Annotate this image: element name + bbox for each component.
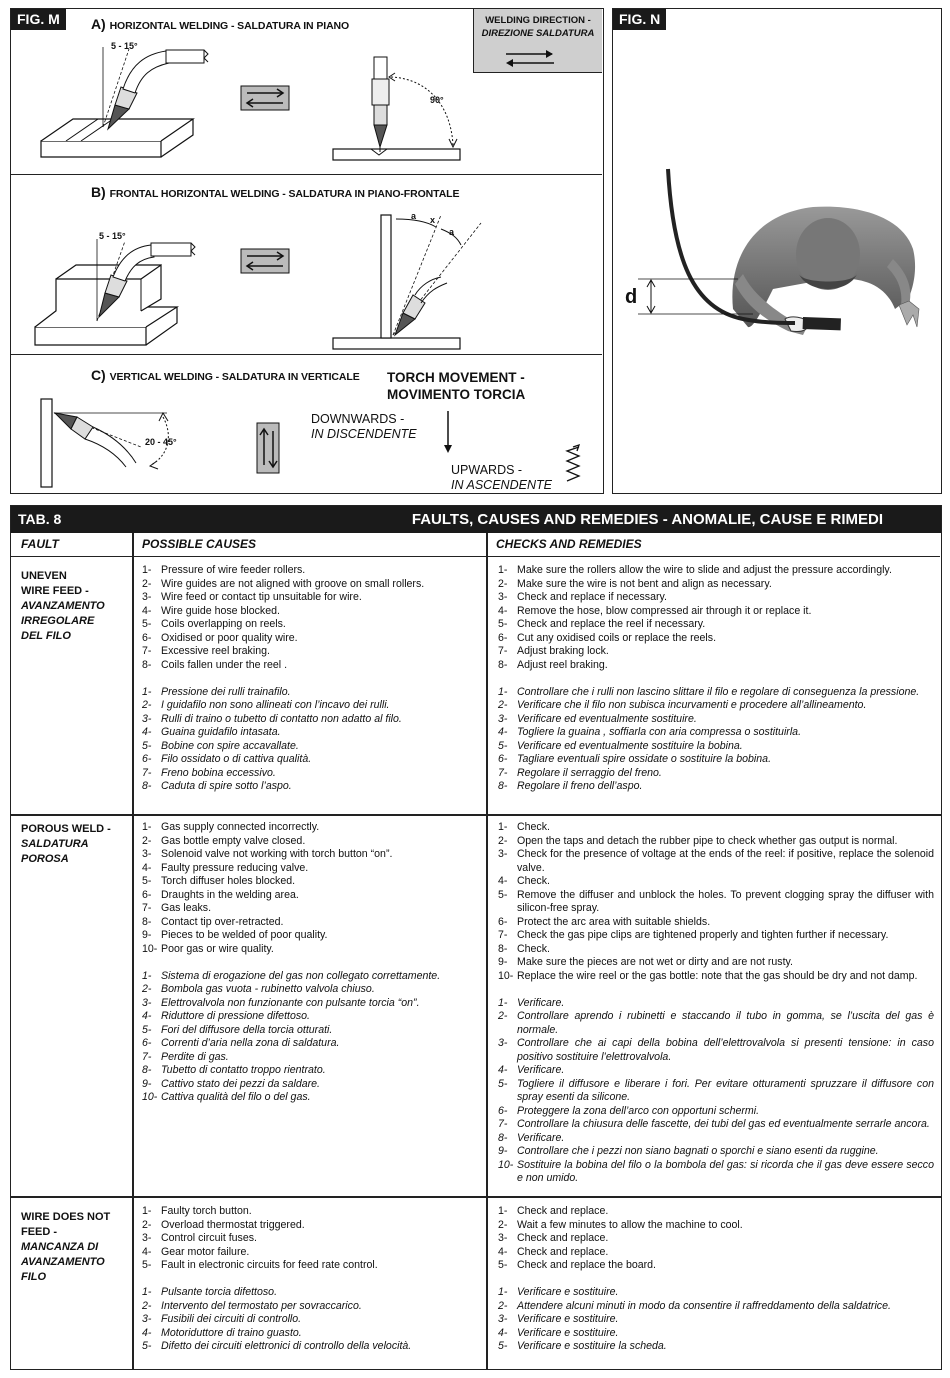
column-divider — [132, 533, 134, 1369]
causes-cell — [142, 821, 480, 1105]
list-item: 4- Remove the hose, blow compressed air through it or replace it. — [498, 604, 812, 617]
welding-direction-it: DIREZIONE SALDATURA — [481, 28, 595, 39]
remedies-cell — [498, 564, 934, 794]
list-item: 8- Coils fallen under the reel . — [142, 658, 288, 671]
welder-figure-drawing — [613, 9, 941, 493]
welding-direction-en: WELDING DIRECTION - — [485, 15, 591, 26]
section-b-drawing — [11, 175, 602, 355]
list-item: 8- Contact tip over-retracted. — [142, 915, 284, 928]
list-item: 2- Open the taps and detach the rubber pipe to check whether gas output is normal. — [498, 834, 898, 847]
row-divider — [11, 814, 941, 816]
list-item: 2- Overload thermostat triggered. — [142, 1218, 305, 1231]
list-item: 4- Gear motor failure. — [142, 1245, 250, 1258]
section-b-title: B) FRONTAL HORIZONTAL WELDING - SALDATURA IN PIANO-FRONTALE — [91, 184, 460, 200]
list-item: 5- Remove the diffuser and unblock the holes. To prevent clogging spray the diffuser with silicon-free spray. — [498, 888, 934, 914]
list-item: 3- Solenoid valve not working with torch button “on”. — [142, 848, 393, 860]
list-item: 2- Wait a few minutes to allow the machine to cool. — [498, 1218, 743, 1231]
figure-n — [612, 8, 942, 494]
downwards-label: DOWNWARDS - IN DISCENDENTE — [311, 412, 417, 441]
list-item: 2- Verificare che il filo non subisca incurvamenti e procedere all’allineamento. — [498, 699, 867, 711]
list-item: 5- Check and replace the board. — [498, 1259, 656, 1271]
list-item: 5- Coils overlapping on reels. — [142, 618, 286, 630]
list-item: 3- Fusibili dei circuiti di controllo. — [142, 1313, 302, 1325]
list-item: 7- Regolare il serraggio del freno. — [498, 766, 662, 779]
list-item: 9- Pieces to be welded of poor quality. — [142, 929, 328, 941]
list-item: 4- Faulty pressure reducing valve. — [142, 861, 309, 874]
list-item: 3- Elettrovalvola non funzionante con pulsante torcia “on”. — [142, 996, 420, 1009]
list-item: 4- Check and replace. — [498, 1245, 609, 1258]
list-item: 8- Tubetto di contatto troppo rientrato. — [142, 1064, 326, 1076]
mark-a2-label: a — [449, 227, 455, 237]
list-item: 5- Bobine con spire accavallate. — [142, 739, 299, 752]
list-item: 2- Controllare aprendo i rubinetti e staccando il tubo in gomma, se l’uscita del gas è normale. — [498, 1010, 934, 1036]
list-item: 1- Pressure of wire feeder rollers. — [142, 564, 306, 576]
fault-cell: POROUS WELD - SALDATURA POROSA — [21, 823, 111, 865]
faults-table — [10, 505, 942, 1370]
angle-label-a: 5 - 15° — [111, 41, 138, 51]
list-item: 6- Proteggere la zona dell’arco con opportuni schermi. — [498, 1104, 760, 1117]
list-item: 7- Excessive reel braking. — [142, 645, 270, 657]
table-title: FAULTS, CAUSES AND REMEDIES - ANOMALIE, CAUSE E RIMEDI — [411, 511, 883, 528]
angle-label-b: 5 - 15° — [99, 231, 126, 241]
fault-cell: UNEVEN WIRE FEED - AVANZAMENTO IRREGOLARE DEL FILO — [21, 570, 105, 642]
list-item: 4- Verificare. — [498, 1064, 565, 1076]
list-item: 6- Cut any oxidised coils or replace the reels. — [498, 631, 717, 644]
list-item: 3- Verificare e sostituire. — [498, 1313, 619, 1325]
list-item: 5- Verificare e sostituire la scheda. — [498, 1340, 667, 1352]
list-item: 5- Difetto dei circuiti elettronici di controllo della velocità. — [142, 1340, 412, 1352]
list-item: 1- Verificare. — [498, 996, 565, 1009]
list-item: 7- Freno bobina eccessivo. — [142, 766, 276, 779]
list-item: 5- Torch diffuser holes blocked. — [142, 875, 296, 887]
list-item: 1- Check. — [498, 821, 550, 833]
list-item: 1- Verificare e sostituire. — [498, 1286, 619, 1298]
list-item: 4- Togliere la guaina , soffiarla con aria compressa o sostituirla. — [498, 726, 802, 738]
list-item: 7- Controllare la chiusura delle fascette, dei tubi del gas ed eventualmente serrarle ancora. — [498, 1118, 930, 1130]
list-item: 5- Fault in electronic circuits for feed rate control. — [142, 1259, 378, 1271]
torch-movement-title: TORCH MOVEMENT - MOVIMENTO TORCIA — [387, 370, 526, 402]
angle-90-label: 90° — [430, 95, 444, 105]
list-item: 1- Faulty torch button. — [142, 1205, 252, 1217]
list-item: 5- Verificare ed eventualmente sostituire la bobina. — [498, 739, 743, 752]
list-item: 2- Make sure the wire is not bent and align as necessary. — [498, 577, 772, 590]
list-item: 4- Guaina guidafilo intasata. — [142, 726, 281, 738]
section-c-vertical-welding — [11, 355, 602, 492]
list-item: 9- Controllare che i pezzi non siano bagnati o sporchi e siano esenti da ruggine. — [498, 1145, 879, 1157]
list-item: 4- Wire guide hose blocked. — [142, 604, 280, 617]
list-item: 2- Gas bottle empty valve closed. — [142, 834, 306, 847]
list-item: 8- Caduta di spire sotto l’aspo. — [142, 780, 292, 792]
list-item: 7- Check the gas pipe clips are tightened properly and tighten further if necessary. — [498, 929, 889, 941]
column-header-remedies: CHECKS AND REMEDIES — [486, 533, 940, 557]
section-a-title: A) HORIZONTAL WELDING - SALDATURA IN PIANO — [91, 16, 350, 32]
column-header-causes: POSSIBLE CAUSES — [132, 533, 486, 557]
figure-m-label: FIG. M — [11, 9, 66, 30]
list-item: 6- Draughts in the welding area. — [142, 888, 299, 901]
list-item: 8- Check. — [498, 942, 550, 955]
list-item: 8- Regolare il freno dell’aspo. — [498, 780, 643, 792]
list-item: 8- Verificare. — [498, 1131, 565, 1144]
causes-cell — [142, 1205, 480, 1354]
list-item: 1- Check and replace. — [498, 1205, 609, 1217]
list-item: 6- Filo ossidato o di cattiva qualità. — [142, 753, 312, 765]
list-item: 5- Togliere il diffusore e liberare i fori. Per evitare otturamenti spruzzare il diffusore con spray esenti da silicone. — [498, 1077, 934, 1103]
list-item: 10- Poor gas or wire quality. — [142, 942, 274, 955]
list-item: 3- Verificare ed eventualmente sostituire. — [498, 712, 697, 725]
list-item: 3- Rulli di traino o tubetto di contatto non adatto al filo. — [142, 712, 402, 725]
list-item: 2- Intervento del termostato per sovraccarico. — [142, 1299, 362, 1312]
list-item: 3- Check and replace. — [498, 1232, 609, 1244]
table-header-bar — [11, 506, 941, 533]
list-item: 2- I guidafilo non sono allineati con l’incavo dei rulli. — [142, 699, 390, 711]
list-item: 7- Gas leaks. — [142, 902, 212, 914]
list-item: 4- Verificare e sostituire. — [498, 1326, 619, 1339]
list-item: 7- Adjust braking lock. — [498, 645, 609, 657]
list-item: 10- Cattiva qualità del filo o del gas. — [142, 1091, 311, 1103]
list-item: 2- Attendere alcuni minuti in modo da consentire il raffreddamento della saldatrice. — [498, 1299, 891, 1312]
mark-a-label: a — [411, 211, 417, 221]
list-item: 1- Sistema di erogazione del gas non collegato correttamente. — [142, 969, 441, 982]
list-item: 4- Riduttore di pressione difettoso. — [142, 1010, 310, 1022]
section-c-title: C) VERTICAL WELDING - SALDATURA IN VERTICALE — [91, 367, 360, 383]
figure-n-label: FIG. N — [613, 9, 666, 30]
list-item: 9- Make sure the pieces are not wet or dirty and are not rusty. — [498, 956, 793, 968]
list-item: 7- Perdite di gas. — [142, 1050, 229, 1063]
list-item: 4- Check. — [498, 875, 550, 887]
figure-m — [10, 8, 604, 494]
list-item: 1- Gas supply connected incorrectly. — [142, 821, 320, 833]
list-item: 6- Oxidised or poor quality wire. — [142, 631, 298, 644]
list-item: 9- Cattivo stato dei pezzi da saldare. — [142, 1077, 320, 1090]
angle-label-c: 20 - 45° — [145, 437, 177, 447]
list-item: 1- Make sure the rollers allow the wire to slide and adjust the pressure accordingly. — [498, 564, 892, 576]
section-b-frontal-horizontal-welding — [11, 175, 602, 355]
list-item: 3- Check and replace if necessary. — [498, 591, 667, 603]
list-item: 3- Control circuit fuses. — [142, 1232, 257, 1244]
fault-cell: WIRE DOES NOT FEED - MANCANZA DI AVANZAMENTO FILO — [21, 1211, 111, 1283]
remedies-cell — [498, 1205, 934, 1354]
list-item: 10- Replace the wire reel or the gas bottle: note that the gas should be dry and not damp. — [498, 969, 918, 982]
list-item: 2- Bombola gas vuota - rubinetto valvola chiuso. — [142, 983, 375, 995]
list-item: 1- Pulsante torcia difettoso. — [142, 1286, 278, 1298]
remedies-cell — [498, 821, 934, 1186]
list-item: 6- Tagliare eventuali spire ossidate o sostituire la bobina. — [498, 753, 772, 765]
list-item: 5- Check and replace the reel if necessary. — [498, 618, 706, 630]
list-item: 2- Wire guides are not aligned with groove on small rollers. — [142, 577, 425, 590]
double-arrow-icon — [504, 49, 564, 69]
section-a-horizontal-welding — [11, 9, 602, 175]
list-item: 6- Correnti d’aria nella zona di saldatura. — [142, 1037, 340, 1049]
causes-cell — [142, 564, 480, 794]
row-divider — [11, 1196, 941, 1198]
list-item: 6- Protect the arc area with suitable shields. — [498, 915, 711, 928]
welding-direction-box — [473, 9, 602, 73]
list-item: 4- Motoriduttore di traino guasto. — [142, 1326, 302, 1339]
upwards-label: UPWARDS - IN ASCENDENTE — [451, 463, 552, 492]
list-item: 3- Wire feed or contact tip unsuitable for wire. — [142, 591, 362, 603]
d-dimension-label: d — [625, 286, 638, 308]
list-item: 3- Controllare che ai capi della bobina dell’elettrovalvola si presenti tensione: in caso positivo sostituire l’elettrovalvola. — [498, 1037, 934, 1063]
list-item: 3- Check for the presence of voltage at the ends of the reel: if positive, replace the solenoid valve. — [498, 848, 934, 874]
list-item: 1- Controllare che i rulli non lascino slittare il filo e regolare di conseguenza la pressione. — [498, 685, 920, 698]
list-item: 10- Sostituire la bobina del filo o la bombola del gas: si ricorda che il gas deve essere secco e non umido. — [498, 1158, 934, 1184]
list-item: 8- Adjust reel braking. — [498, 658, 608, 671]
column-divider — [486, 533, 488, 1369]
list-item: 1- Pressione dei rulli trainafilo. — [142, 685, 291, 698]
column-header-fault: FAULT — [11, 533, 132, 557]
list-item: 5- Fori del diffusore della torcia otturati. — [142, 1023, 333, 1036]
table-number: TAB. 8 — [18, 511, 62, 527]
mark-x-label: x — [430, 215, 436, 225]
